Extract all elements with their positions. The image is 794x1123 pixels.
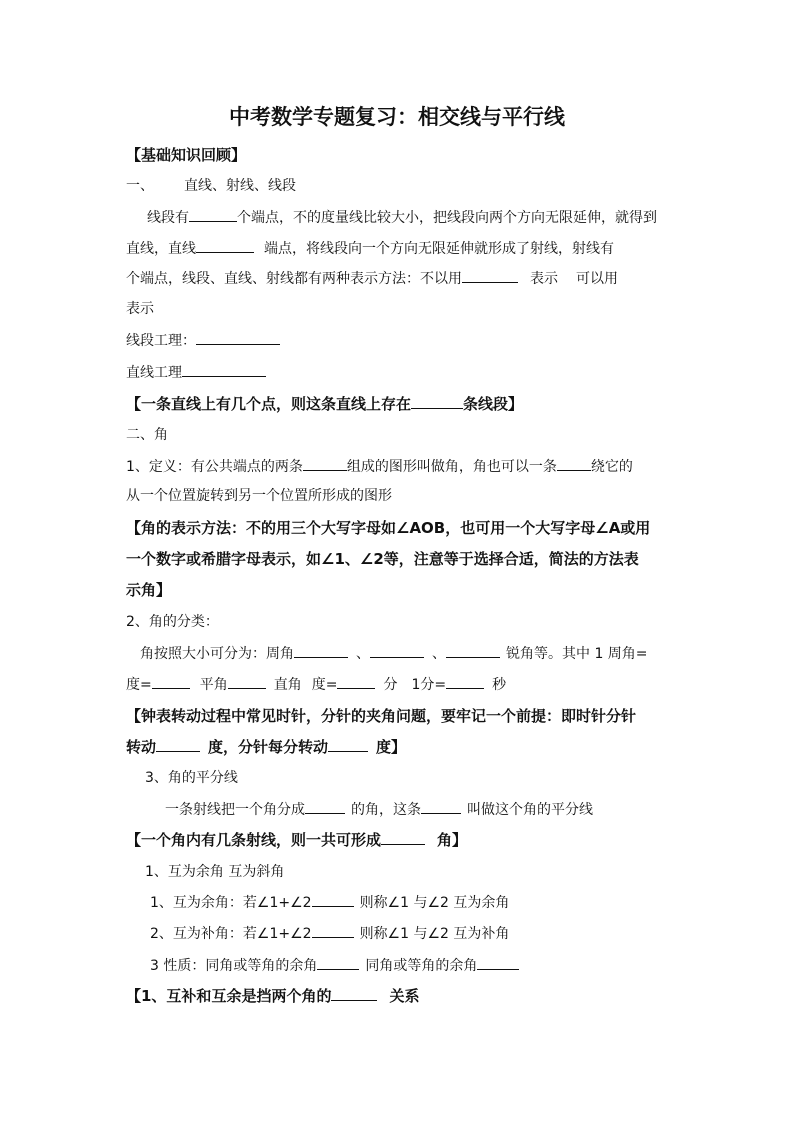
definition-line-2: 从一个位置旋转到另一个位置所形成的图形	[126, 488, 392, 504]
definition-line-1	[126, 456, 633, 477]
basics-heading: 【基础知识回顾】	[126, 146, 247, 164]
fill-blank[interactable]	[312, 923, 354, 938]
fill-blank[interactable]	[182, 362, 266, 377]
text: 【一个角内有几条射线，则一共可形成	[126, 831, 382, 849]
text: 关系	[389, 987, 420, 1005]
text: 个端点，不的度量线比较大小，把线段向两个方向无限延伸，就得到	[237, 210, 657, 226]
bisector-heading: 3、角的平分线	[145, 770, 238, 786]
fill-blank[interactable]	[446, 643, 500, 658]
paragraph-line-3	[126, 268, 618, 289]
section-1-number: 一、	[126, 178, 154, 194]
text: 、	[432, 646, 446, 662]
classification-heading: 2、角的分类：	[126, 614, 219, 630]
text: 直角	[273, 677, 302, 693]
text: 则称∠1 与∠2 互为余角	[359, 895, 510, 911]
segment-label-line	[126, 330, 280, 351]
paragraph-line-4: 表示	[126, 301, 154, 317]
text: 直线工理	[126, 365, 182, 381]
text: 角按照大小可分为：周角	[140, 646, 294, 662]
fill-blank[interactable]	[189, 207, 237, 222]
fill-blank[interactable]	[303, 456, 347, 471]
complementary-line-1	[150, 892, 509, 913]
fill-blank[interactable]	[305, 799, 345, 814]
text: 【1、互补和互余是挡两个角的	[126, 987, 332, 1005]
fill-blank[interactable]	[557, 456, 591, 471]
bold-note-3-line-1: 【钟表转动过程中常见时针，分针的夹角问题，要牢记一个前提：即时针分针	[126, 707, 637, 725]
text: 线段工理：	[126, 333, 196, 349]
bold-note-5	[126, 986, 419, 1006]
bold-note-2-line-2: 一个数字或希腊字母表示，如∠1、∠2等，注意等于选择合适，简法的方法表	[126, 550, 639, 568]
fill-blank[interactable]	[317, 955, 359, 970]
fill-blank[interactable]	[228, 674, 266, 689]
classification-line-2	[126, 674, 506, 695]
paragraph-line-2	[126, 238, 614, 259]
section-1-heading	[126, 176, 296, 196]
text: 1、定义：有公共端点的两条	[126, 459, 303, 475]
text: 秒	[492, 677, 507, 693]
complementary-line-2	[150, 923, 509, 944]
text: 1、互为余角：若∠1+∠2	[150, 895, 312, 911]
complementary-line-3	[150, 955, 519, 976]
text: 叫做这个角的平分线	[467, 802, 593, 818]
complementary-heading: 1、互为余角 互为斜角	[145, 864, 285, 880]
bisector-line	[165, 799, 593, 820]
text: 、	[356, 646, 370, 662]
fill-blank[interactable]	[477, 955, 519, 970]
page-title: 中考数学专题复习：相交线与平行线	[229, 105, 565, 129]
fill-blank[interactable]	[152, 674, 190, 689]
text: 2、互为补角：若∠1+∠2	[150, 926, 312, 942]
fill-blank[interactable]	[196, 238, 254, 253]
text: 度，分针每分转动	[208, 738, 329, 756]
text: 直线，直线	[126, 241, 196, 257]
section-1-title: 直线、射线、线段	[184, 178, 296, 194]
bold-note-3-line-2	[126, 737, 406, 757]
bold-note-2-line-1: 【角的表示方法：不的用三个大写字母如∠AOB，也可用一个大写字母∠A或用	[126, 519, 651, 537]
fill-blank[interactable]	[328, 737, 368, 752]
text: 同角或等角的余角	[365, 958, 478, 974]
text: 个端点，线段、直线、射线都有两种表示方法：不以用	[126, 271, 462, 287]
text: 度=	[126, 677, 152, 693]
fill-blank[interactable]	[411, 394, 463, 409]
bold-note-1	[126, 394, 523, 414]
text: 则称∠1 与∠2 互为补角	[359, 926, 510, 942]
fill-blank[interactable]	[370, 643, 424, 658]
text: 端点，将线段向一个方向无限延伸就形成了射线，射线有	[264, 241, 614, 257]
text: 3 性质：同角或等角的余角	[150, 958, 318, 974]
text: 转动	[126, 738, 157, 756]
text: 1分=	[411, 677, 447, 693]
text: 【一条直线上有几个点，则这条直线上存在	[126, 395, 412, 413]
paragraph-line-1	[147, 207, 657, 228]
bold-note-4	[126, 830, 467, 850]
text: 组成的图形叫做角，角也可以一条	[346, 459, 557, 475]
text: 一条射线把一个角分成	[165, 802, 305, 818]
fill-blank[interactable]	[462, 268, 518, 283]
text: 条线段】	[463, 395, 524, 413]
fill-blank[interactable]	[337, 674, 375, 689]
text: 绕它的	[590, 459, 633, 475]
text: 锐角等。其中 1 周角=	[506, 646, 648, 662]
fill-blank[interactable]	[331, 986, 377, 1001]
text: 可以用	[576, 271, 618, 287]
fill-blank[interactable]	[156, 737, 200, 752]
text: 角】	[437, 831, 468, 849]
text: 分	[383, 677, 398, 693]
fill-blank[interactable]	[196, 330, 280, 345]
section-2-heading: 二、角	[126, 427, 168, 443]
fill-blank[interactable]	[446, 674, 484, 689]
classification-line-1	[140, 643, 648, 664]
text: 度】	[376, 738, 407, 756]
fill-blank[interactable]	[421, 799, 461, 814]
text: 平角	[199, 677, 228, 693]
fill-blank[interactable]	[312, 892, 354, 907]
line-label-line	[126, 362, 266, 383]
text: 的角，这条	[351, 802, 421, 818]
text: 表示	[530, 271, 558, 287]
fill-blank[interactable]	[381, 830, 425, 845]
text: 度=	[311, 677, 338, 693]
bold-note-2-line-3: 示角】	[126, 581, 172, 599]
fill-blank[interactable]	[294, 643, 348, 658]
text: 线段有	[147, 210, 189, 226]
